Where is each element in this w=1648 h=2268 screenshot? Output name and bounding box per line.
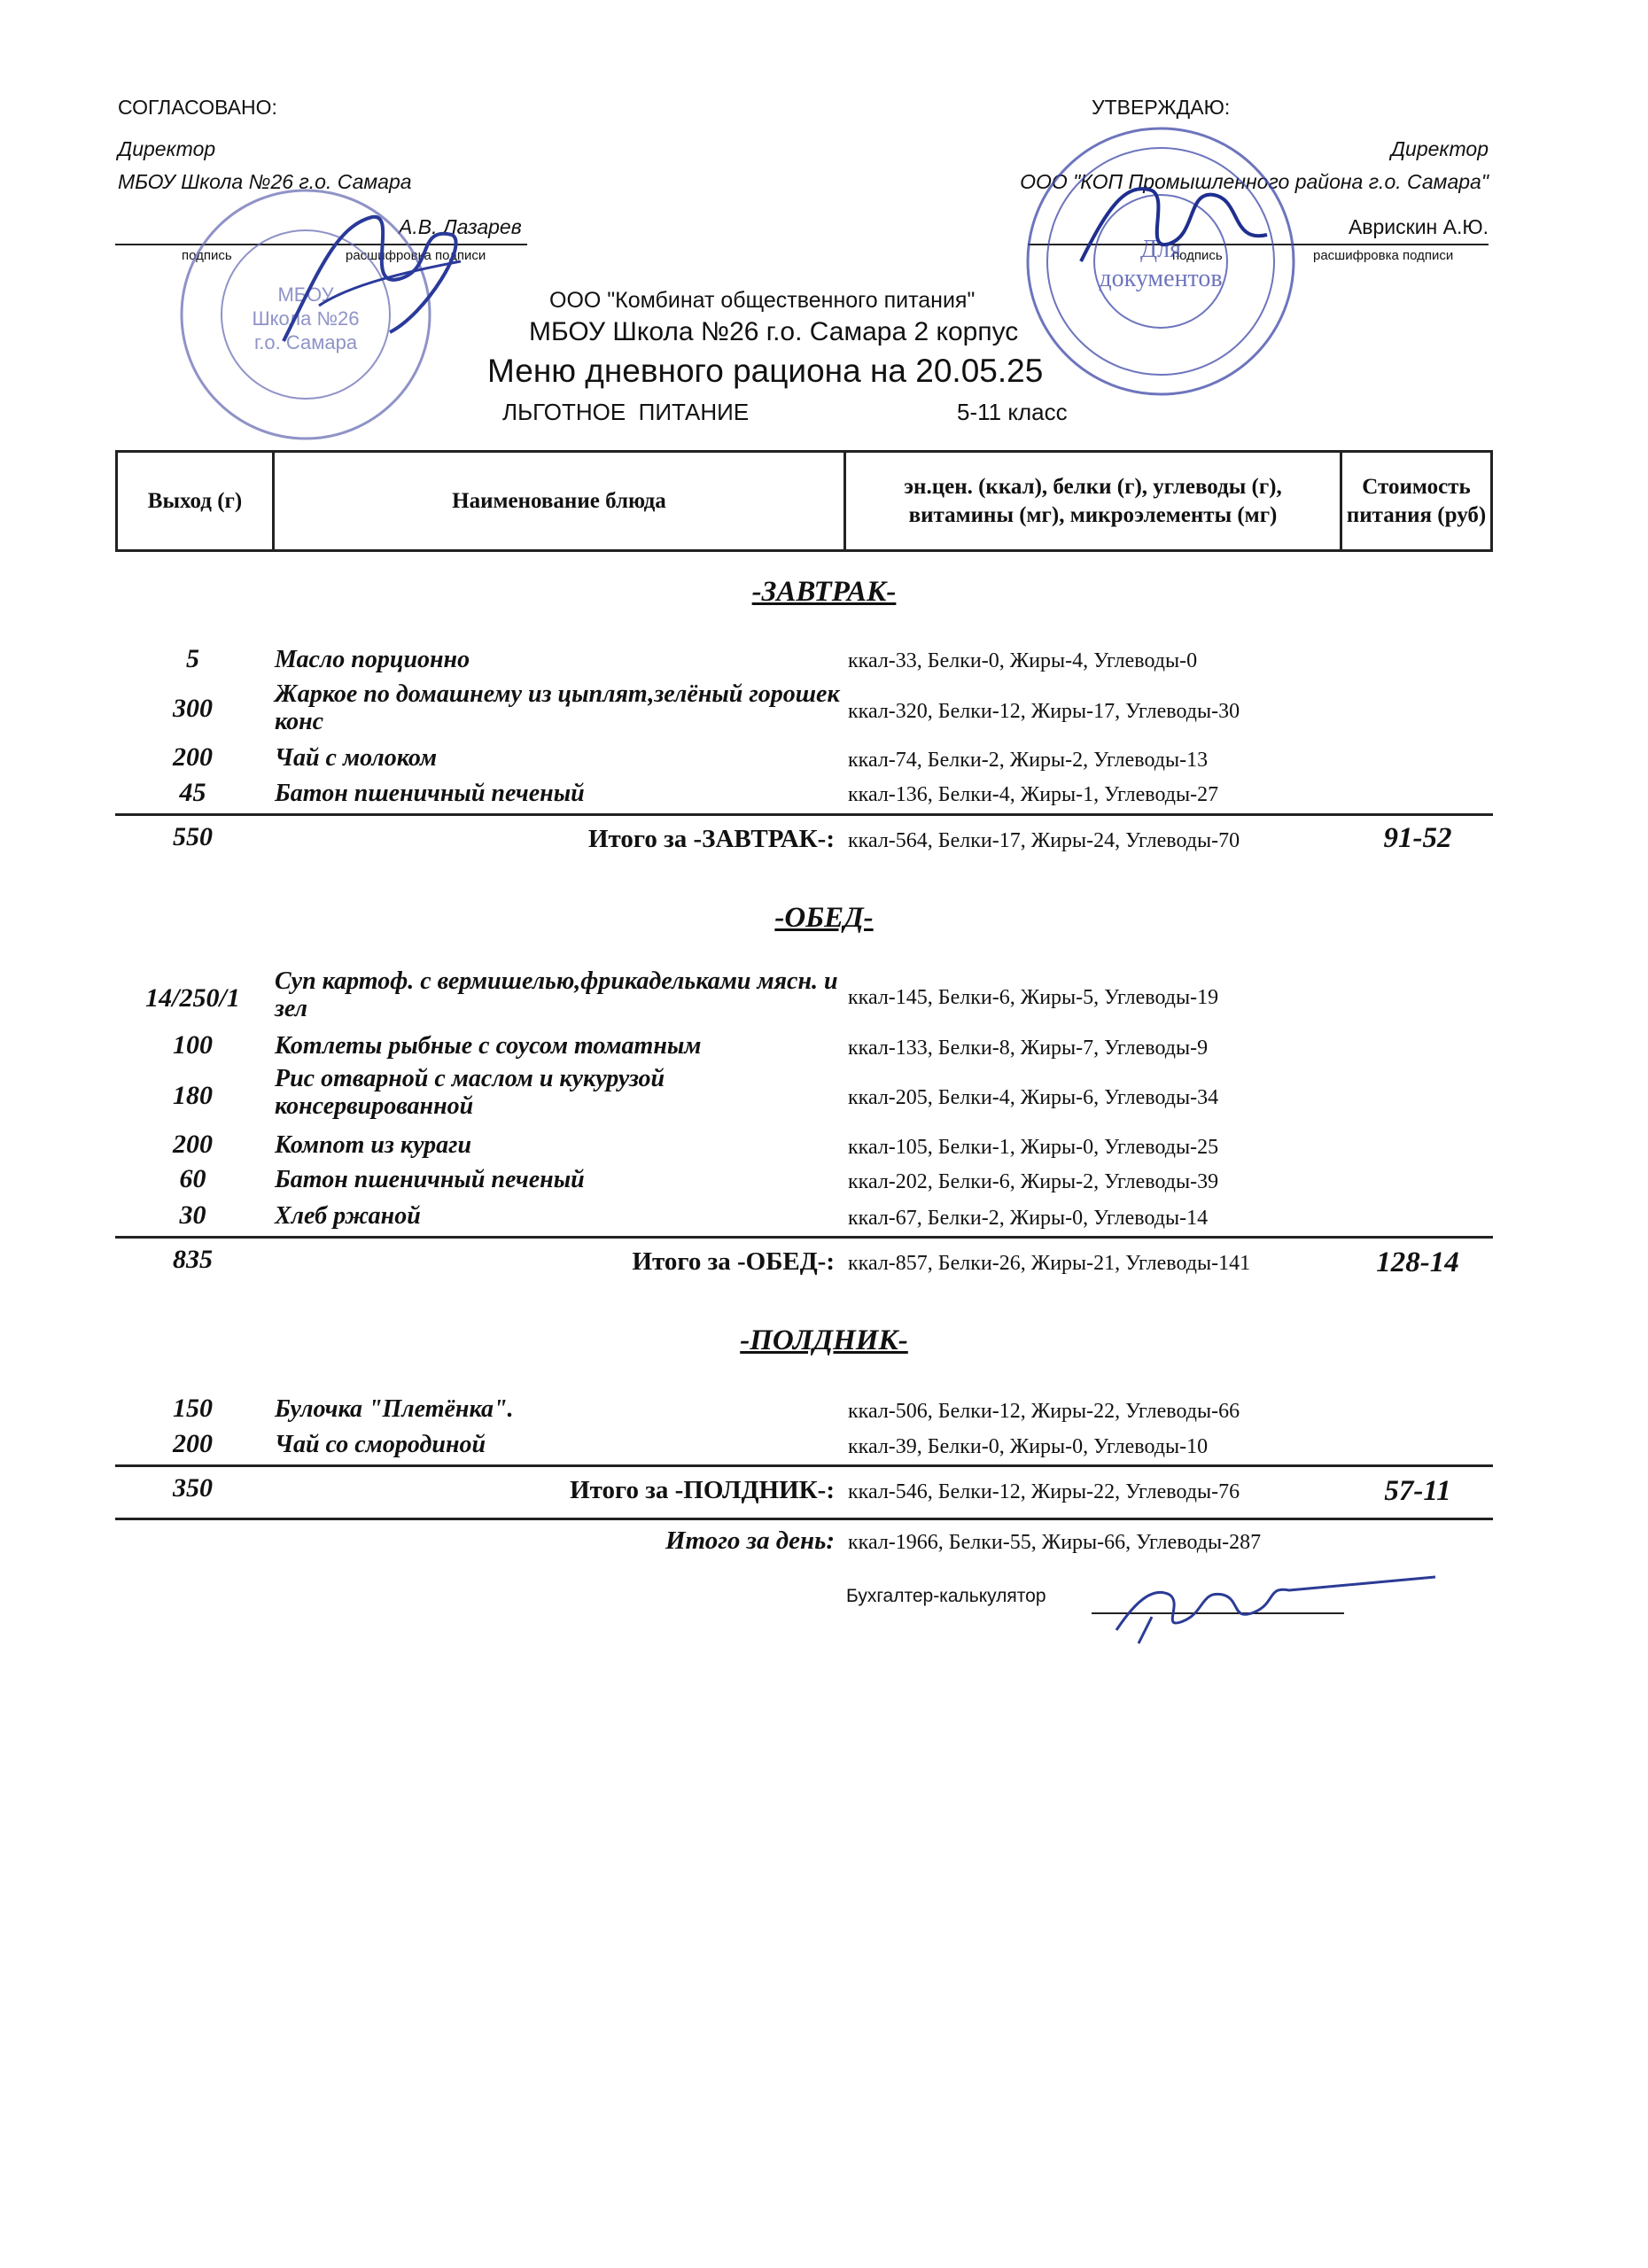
svg-text:документов: документов	[1099, 265, 1223, 292]
row-nutrition: ккал-133, Белки-8, Жиры-7, Углеводы-9	[848, 1037, 1209, 1060]
total-nutrition: ккал-546, Белки-12, Жиры-22, Углеводы-76	[848, 1480, 1240, 1503]
row-output: 5	[186, 644, 199, 673]
approver-signature	[1063, 155, 1276, 297]
section-title-snack: -ПОЛДНИК-	[740, 1324, 908, 1356]
row-output: 45	[179, 778, 206, 807]
section-divider	[115, 1464, 1493, 1467]
signature-decode-caption: расшифровка подписи	[346, 248, 486, 263]
col-cost-header: Стоимость питания (руб)	[1346, 475, 1487, 527]
row-nutrition: ккал-67, Белки-2, Жиры-0, Углеводы-14	[848, 1207, 1209, 1230]
day-total-label: Итого за день:	[665, 1526, 835, 1555]
total-output: 835	[173, 1245, 213, 1274]
row-output: 200	[173, 1429, 213, 1458]
meal-type: ЛЬГОТНОЕ ПИТАНИЕ	[502, 399, 750, 425]
row-dish-name: Булочка "Плетёнка".	[275, 1395, 514, 1423]
total-output: 350	[173, 1473, 213, 1503]
approver-org-right: ООО "КОП Промышленного района г.о. Самара"	[1020, 170, 1489, 193]
row-output: 100	[173, 1030, 213, 1060]
approver-name: А.В. Лазарев	[399, 215, 522, 238]
svg-text:Школа №26: Школа №26	[252, 307, 360, 330]
row-dish-name: Суп картоф. с вермишелью,фрикадельками мясн. и зел	[275, 967, 838, 1023]
row-output: 60	[179, 1164, 206, 1193]
section-title-breakfast: -ЗАВТРАК-	[751, 576, 897, 608]
row-dish-name: Масло порционно	[275, 646, 470, 673]
row-dish-name: Рис отварной с маслом и кукурузой консервированной	[275, 1065, 665, 1121]
svg-text:г.о. Самара: г.о. Самара	[253, 331, 358, 353]
row-output: 14/250/1	[145, 983, 240, 1013]
approver-name-right: Аврискин А.Ю.	[1348, 215, 1489, 238]
row-dish-name: Жаркое по домашнему из цыплят,зелёный горошек конс	[275, 680, 840, 736]
total-label: Итого за -ЗАВТРАК-:	[587, 825, 835, 853]
table-header	[115, 450, 1493, 552]
row-output: 30	[179, 1200, 206, 1230]
row-output: 300	[173, 694, 213, 723]
total-output: 550	[173, 822, 213, 851]
section-divider	[115, 1518, 1493, 1520]
total-label: Итого за -ОБЕД-:	[632, 1247, 835, 1276]
row-nutrition: ккал-145, Белки-6, Жиры-5, Углеводы-19	[848, 986, 1219, 1009]
row-nutrition: ккал-202, Белки-6, Жиры-2, Углеводы-39	[848, 1170, 1219, 1193]
row-output: 150	[173, 1394, 213, 1423]
row-output: 200	[173, 742, 213, 772]
row-dish-name: Компот из кураги	[275, 1131, 472, 1159]
menu-title: Меню дневного рациона на 20.05.25	[487, 353, 1044, 389]
row-dish-name: Батон пшеничный печеный	[275, 1166, 585, 1193]
row-nutrition: ккал-105, Белки-1, Жиры-0, Углеводы-25	[848, 1136, 1219, 1159]
signature-decode-caption-right: расшифровка подписи	[1313, 248, 1454, 263]
col-nutrition-header: эн.цен. (ккал), белки (г), углеводы (г), витамины (мг), микроэлементы (мг)	[846, 453, 1342, 549]
approval-heading-right: УТВЕРЖДАЮ:	[1092, 96, 1231, 119]
row-dish-name: Хлеб ржаной	[275, 1202, 421, 1230]
accountant-label: Бухгалтер-калькулятор	[846, 1586, 1046, 1606]
col-output-header: Выход (г)	[118, 453, 275, 549]
director-signature	[266, 190, 478, 368]
section-divider	[115, 813, 1493, 816]
signature-caption-right: подпись	[1172, 248, 1223, 263]
school-name: МБОУ Школа №26 г.о. Самара 2 корпус	[529, 317, 1019, 346]
row-dish-name: Котлеты рыбные с соусом томатным	[275, 1032, 702, 1060]
total-label: Итого за -ПОЛДНИК-:	[570, 1476, 835, 1504]
row-nutrition: ккал-205, Белки-4, Жиры-6, Углеводы-34	[848, 1086, 1219, 1109]
row-dish-name: Батон пшеничный печеный	[275, 780, 585, 807]
total-cost: 128-14	[1376, 1247, 1459, 1278]
row-output: 200	[173, 1130, 213, 1159]
total-nutrition: ккал-857, Белки-26, Жиры-21, Углеводы-141	[848, 1252, 1251, 1275]
grade-range: 5-11 класс	[957, 399, 1068, 425]
row-nutrition: ккал-506, Белки-12, Жиры-22, Углеводы-66	[848, 1400, 1240, 1423]
approval-heading: СОГЛАСОВАНО:	[118, 96, 277, 119]
row-output: 180	[173, 1081, 213, 1110]
signature-caption: подпись	[182, 248, 232, 263]
row-nutrition: ккал-33, Белки-0, Жиры-4, Углеводы-0	[848, 649, 1198, 672]
section-title-lunch: -ОБЕД-	[774, 902, 874, 934]
svg-text:Для: Для	[1140, 236, 1181, 263]
row-dish-name: Чай со смородиной	[275, 1431, 486, 1458]
svg-text:МБОУ: МБОУ	[277, 284, 334, 306]
company-name: ООО "Комбинат общественного питания"	[549, 288, 976, 313]
row-nutrition: ккал-136, Белки-4, Жиры-1, Углеводы-27	[848, 783, 1219, 806]
col-name-header: Наименование блюда	[275, 453, 846, 549]
approver-role-right: Директор	[1390, 137, 1489, 160]
day-total-nutrition: ккал-1966, Белки-55, Жиры-66, Углеводы-287	[848, 1531, 1262, 1554]
total-nutrition: ккал-564, Белки-17, Жиры-24, Углеводы-70	[848, 829, 1240, 852]
row-nutrition: ккал-320, Белки-12, Жиры-17, Углеводы-30	[848, 700, 1240, 723]
accountant-signature	[1099, 1568, 1453, 1648]
approver-org: МБОУ Школа №26 г.о. Самара	[118, 170, 412, 193]
row-nutrition: ккал-39, Белки-0, Жиры-0, Углеводы-10	[848, 1435, 1209, 1458]
row-dish-name: Чай с молоком	[275, 744, 438, 772]
approver-role: Директор	[118, 137, 216, 160]
total-cost: 91-52	[1383, 822, 1452, 854]
total-cost: 57-11	[1384, 1475, 1451, 1507]
section-divider	[115, 1236, 1493, 1239]
row-nutrition: ккал-74, Белки-2, Жиры-2, Углеводы-13	[848, 749, 1209, 772]
